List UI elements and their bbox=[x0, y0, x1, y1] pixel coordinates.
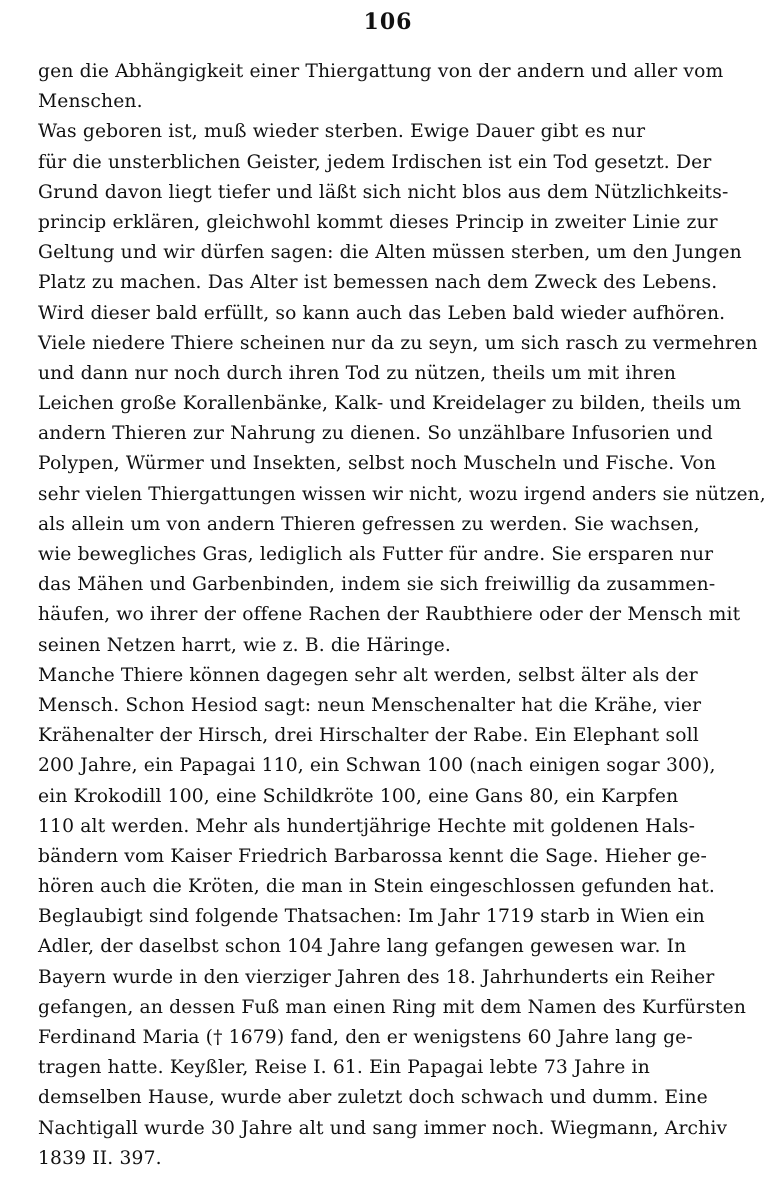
text-line: andern Thieren zur Nahrung zu dienen. So unzählbare Infusorien und bbox=[38, 423, 713, 445]
text-line: Menschen. bbox=[38, 91, 143, 113]
text-line: Nachtigall wurde 30 Jahre alt und sang immer noch. Wiegmann, Archiv bbox=[38, 1117, 728, 1139]
text-line: wie bewegliches Gras, lediglich als Futter für andre. Sie ersparen nur bbox=[38, 544, 714, 565]
text-line: Leichen große Korallenbänke, Kalk- und Kreidelager zu bilden, theils um bbox=[38, 393, 742, 415]
text-line: Was geboren ist, muß wieder sterben. Ewige Dauer gibt es nur bbox=[38, 121, 646, 143]
text-line: seinen Netzen harrt, wie z. B. die Häringe. bbox=[38, 634, 451, 656]
text-line: princip erklären, gleichwohl kommt dieses Princip in zweiter Linie zur bbox=[38, 211, 718, 233]
text-line: und dann nur noch durch ihren Tod zu nützen, theils um mit ihren bbox=[38, 362, 677, 384]
text-line: Bayern wurde in den vierziger Jahren des 18. Jahrhunderts ein Reiher bbox=[38, 966, 715, 988]
text-line: ein Krokodill 100, eine Schildkröte 100, eine Gans 80, ein Karpfen bbox=[38, 785, 679, 807]
text-line: hören auch die Kröten, die man in Stein eingeschlossen gefunden hat. bbox=[38, 876, 715, 898]
text-line: Grund davon liegt tiefer und läßt sich nicht blos aus dem Nützlichkeits- bbox=[38, 181, 729, 203]
text-line: 110 alt werden. Mehr als hundertjährige Hechte mit goldenen Hals- bbox=[38, 815, 696, 837]
text-line: Manche Thiere können dagegen sehr alt werden, selbst älter als der bbox=[38, 664, 698, 686]
text-line: Beglaubigt sind folgende Thatsachen: Im Jahr 1719 starb in Wien ein bbox=[38, 906, 705, 928]
text-line: Geltung und wir dürfen sagen: die Alten müssen sterben, um den Jungen bbox=[38, 242, 742, 264]
text-line: Wird dieser bald erfüllt, so kann auch das Leben bald wieder aufhören. bbox=[38, 302, 726, 324]
text-line: Adler, der daselbst schon 104 Jahre lang gefangen gewesen war. In bbox=[38, 936, 687, 958]
text-line: Krähenalter der Hirsch, drei Hirschalter der Rabe. Ein Elephant soll bbox=[38, 725, 699, 747]
text-line: sehr vielen Thiergattungen wissen wir nicht, wozu irgend anders sie nützen, bbox=[38, 483, 766, 505]
text-line: demselben Hause, wurde aber zuletzt doch schwach und dumm. Eine bbox=[38, 1087, 708, 1109]
text-line: gen die Abhängigkeit einer Thiergattung von der andern und aller vom bbox=[38, 61, 724, 82]
body-text bbox=[38, 57, 776, 1174]
text-line: als allein um von andern Thieren gefressen zu werden. Sie wachsen, bbox=[38, 513, 700, 535]
page-number: 106 bbox=[363, 9, 413, 35]
text-line: Ferdinand Maria († 1679) fand, den er wenigstens 60 Jahre lang ge- bbox=[38, 1027, 693, 1048]
text-line: bändern vom Kaiser Friedrich Barbarossa kennt die Sage. Hieher ge- bbox=[38, 845, 707, 867]
text-line: häufen, wo ihrer der offene Rachen der Raubthiere oder der Mensch mit bbox=[38, 604, 741, 626]
text-line: 1839 II. 397. bbox=[38, 1147, 162, 1169]
text-line: 200 Jahre, ein Papagai 110, ein Schwan 100 (nach einigen sogar 300), bbox=[38, 755, 716, 777]
text-line: das Mähen und Garbenbinden, indem sie sich freiwillig da zusammen- bbox=[38, 574, 716, 596]
text-line: Polypen, Würmer und Insekten, selbst noch Muscheln und Fische. Von bbox=[38, 453, 717, 475]
text-line: Viele niedere Thiere scheinen nur da zu seyn, um sich rasch zu vermehren bbox=[38, 332, 758, 354]
text-line: gefangen, an dessen Fuß man einen Ring mit dem Namen des Kurfürsten bbox=[38, 996, 747, 1018]
text-line: Platz zu machen. Das Alter ist bemessen nach dem Zweck des Lebens. bbox=[38, 272, 718, 294]
text-line: Mensch. Schon Hesiod sagt: neun Menschenalter hat die Krähe, vier bbox=[38, 694, 702, 716]
text-line: tragen hatte. Keyßler, Reise I. 61. Ein Papagai lebte 73 Jahre in bbox=[38, 1057, 650, 1079]
text-line: für die unsterblichen Geister, jedem Irdischen ist ein Tod gesetzt. Der bbox=[38, 151, 712, 173]
